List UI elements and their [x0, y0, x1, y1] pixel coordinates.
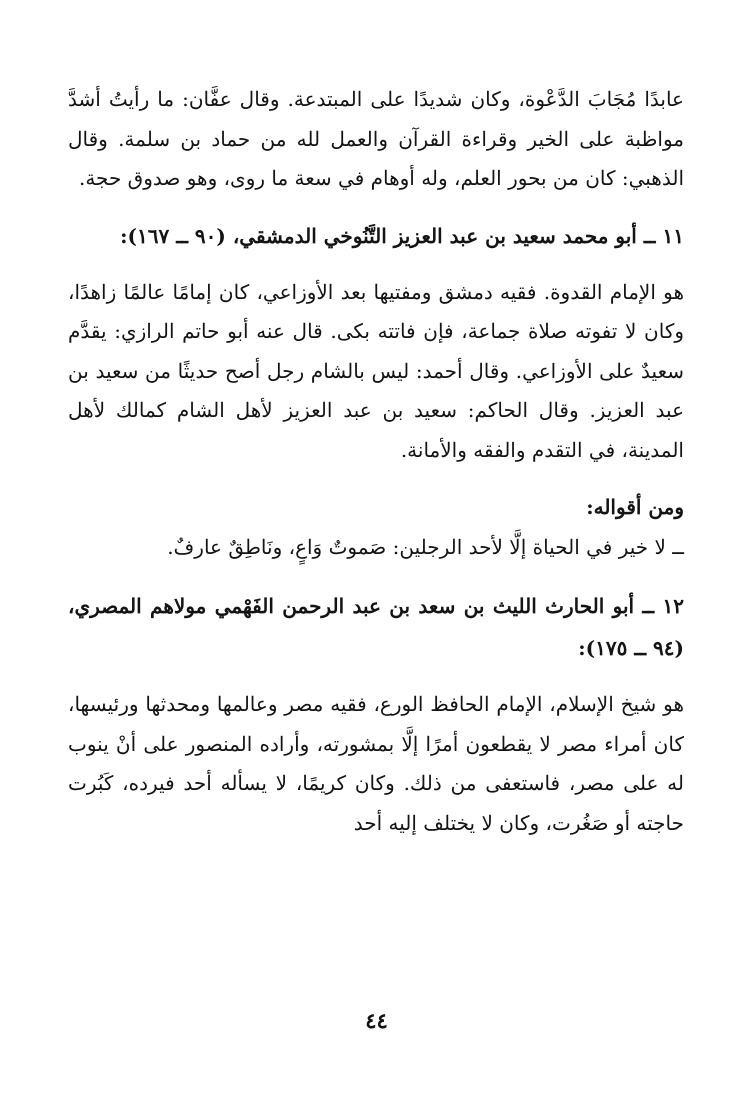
- spacer: [68, 257, 684, 273]
- page-number: ٤٤: [365, 1008, 388, 1033]
- paragraph-hammad-bin-salamah-end: عابدًا مُجَابَ الدَّعْوة، وكان شديدًا على المبتدعة. وقال عفَّان: ما رأيتُ أشدَّ مواظبة على الخير وقراءة القرآن والعمل لله من حماد بن سلمة. وقال الذهبي: كان من بحور العلم، وله أوهام في سعة ما روى، وهو صدوق حجة.: [68, 87, 684, 190]
- paragraph-laith-bin-saad: هو شيخ الإسلام، الإمام الحافظ الورع، فقيه مصر وعالمها ومحدثها ورئيسها، كان أمراء مصر لا يقطعون أمرًا إلَّا بمشورته، وأراده المنصور على أنْ ينوب له على مصر، فاستعفى من ذلك. وكان كريمًا، لا يسأله أحد فيرده، كَبُرت حاجته أو صَغُرت، وكان لا يختلف إليه أحد: [68, 692, 684, 835]
- sayings-label: ومن أقواله:: [586, 495, 684, 519]
- spacer: [68, 669, 684, 685]
- spacer: [68, 199, 684, 215]
- heading-entry-11: ١١ ــ أبو محمد سعيد بن عبد العزيز التَّنُوخي الدمشقي، (٩٠ ــ ١٦٧):: [120, 223, 684, 248]
- page-body: [68, 80, 684, 843]
- paragraph-said-bin-abdulaziz: هو الإمام القدوة. فقيه دمشق ومفتيها بعد الأوزاعي، كان إمامًا عالمًا زاهدًا، وكان لا تفوته صلاة جماعة، فإن فاتته بكى. قال عنه أبو حاتم الرازي: يقدَّم سعيدٌ على الأوزاعي. وقال أحمد: ليس بالشام رجل أصح حديثًا من سعيد بن عبد العزيز. وقال الحاكم: سعيد بن عبد العزيز لأهل الشام كمالك لأهل المدينة، في التقدم والفقه والأمانة.: [68, 279, 684, 462]
- heading-entry-12: ١٢ ــ أبو الحارث الليث بن سعد بن عبد الرحمن الفَهْمي مولاهم المصري، (٩٤ ــ ١٧٥):: [68, 594, 684, 660]
- saying-item: ــ لا خير في الحياة إلَّا لأحد الرجلين: صَموتٌ وَاعٍ، ونَاطِقٌ عارفٌ.: [167, 534, 684, 559]
- spacer: [68, 567, 684, 585]
- spacer: [68, 470, 684, 488]
